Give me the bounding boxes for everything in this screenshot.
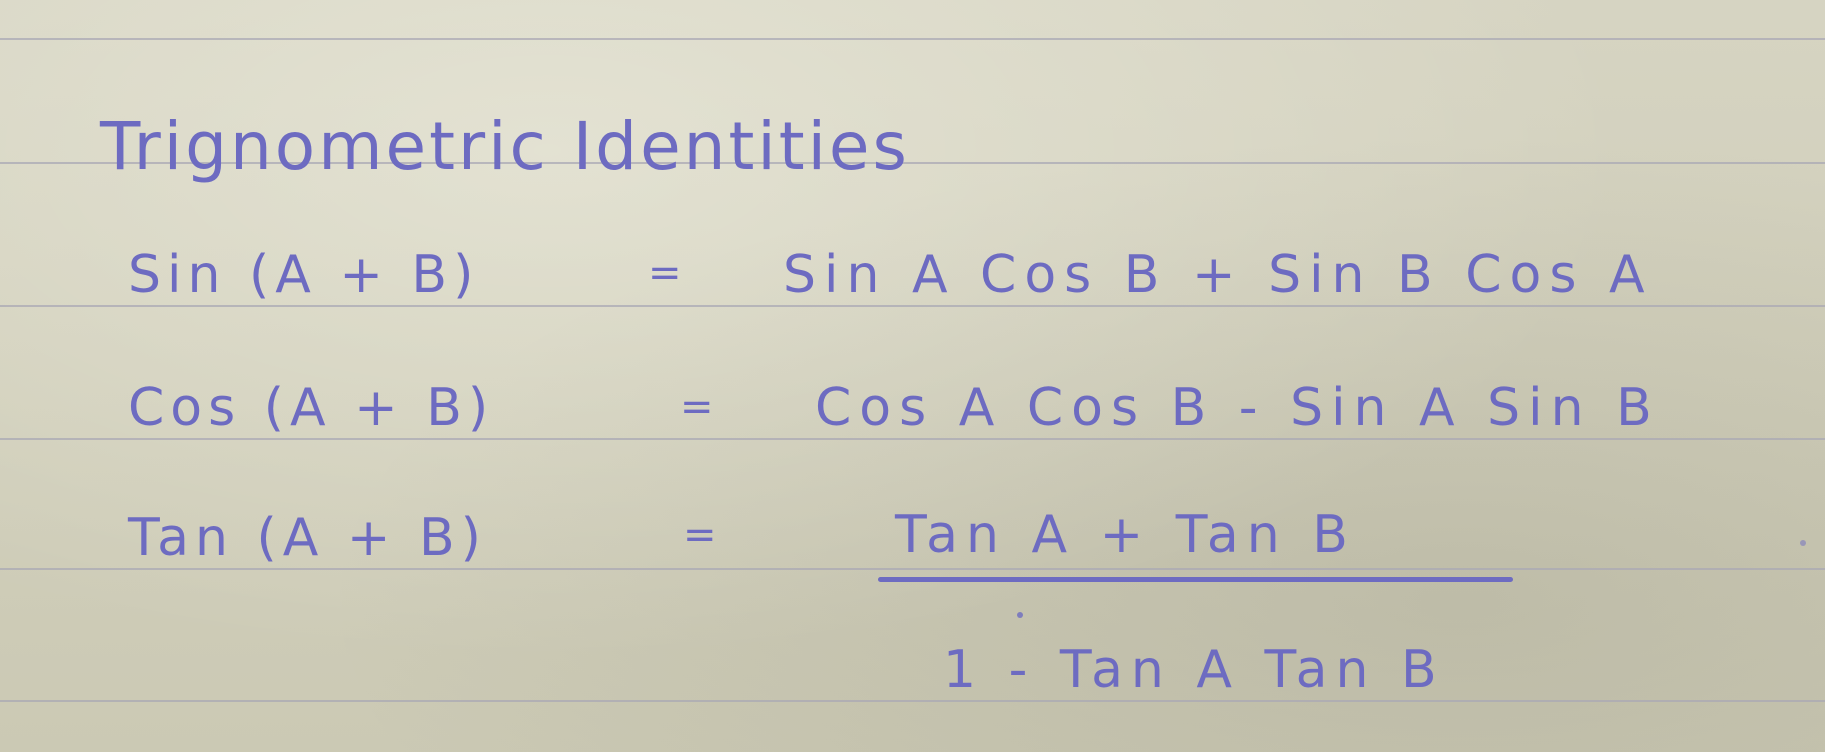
sin-sum-lhs: Sin (A + B) xyxy=(128,245,480,305)
page-title: Trignometric Identities xyxy=(100,108,910,185)
tan-sum-numerator: Tan A + Tan B xyxy=(895,505,1356,565)
ink-dot xyxy=(1800,540,1806,546)
tan-sum-denominator: 1 - Tan A Tan B xyxy=(943,640,1445,700)
sin-sum-equals: = xyxy=(648,250,684,296)
ink-dot xyxy=(1017,612,1023,618)
cos-sum-rhs: Cos A Cos B - Sin A Sin B xyxy=(815,378,1660,438)
fraction-bar xyxy=(878,577,1513,582)
cos-sum-lhs: Cos (A + B) xyxy=(128,378,495,438)
ruled-line xyxy=(0,438,1825,440)
tan-sum-lhs: Tan (A + B) xyxy=(128,508,487,568)
tan-sum-equals: = xyxy=(683,512,719,558)
sin-sum-rhs: Sin A Cos B + Sin B Cos A xyxy=(783,245,1653,305)
ruled-line xyxy=(0,568,1825,570)
ruled-line xyxy=(0,38,1825,40)
ruled-line xyxy=(0,700,1825,702)
ruled-line xyxy=(0,305,1825,307)
cos-sum-equals: = xyxy=(680,384,716,430)
